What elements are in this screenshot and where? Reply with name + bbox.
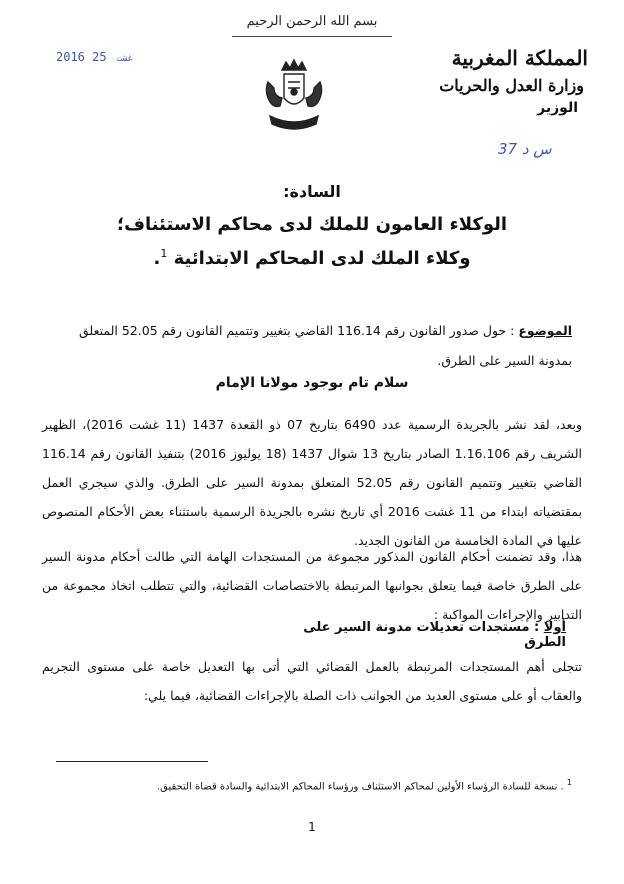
footnote (56, 776, 572, 794)
page-number: 1 (308, 820, 316, 834)
addressee-line-prosecutors (0, 247, 624, 269)
body-paragraph-1: وبعد، لقد نشر بالجريدة الرسمية عدد 6490 بتاريخ 07 ذو القعدة 1437 (11 غشت 2016)، الظهير الشريف رقم 1.16.106 الصادر بتاريخ 13 شوال 1437 (18 يوليوز 2016) بتنفيذ القانون رقم 116.14 القاضي بتغيير وتتميم القانون رقم 52.05 المتعلق بمدونة السير على الطرق. والذي سيجري العمل بمقتضياته ابتداء من 11 غشت 2016 أي تاريخ نشره بالجريدة الرسمية باستثناء بعض الأحكام المنصوص عليها في المادة الخامسة من القانون الجديد. (42, 417, 583, 548)
addressee-line-prosecutors-general: الوكلاء العامون للملك لدى محاكم الاستئناف؛ (116, 214, 508, 235)
addressee-line3-end: . (153, 248, 161, 269)
subject-label: الموضوع (518, 323, 572, 338)
body-paragraph-2: هذا، وقد تضمنت أحكام القانون المذكور مجموعة من المستجدات الهامة التي طالت أحكام مدونة السير على الطرق خاصة فيما يتعلق بجوانبها المرتبطة بالاختصاصات القضائية، والتي تتطلب اتخاذ مجموعة من التدابير والإجراءات المواكبة : (42, 549, 582, 622)
footnote-marker: 1 (160, 247, 168, 260)
footnote-number: 1 (566, 778, 572, 787)
date-stamp (56, 50, 136, 64)
royal-coat-of-arms-icon (256, 56, 332, 140)
subject-block (44, 316, 572, 376)
section-heading (300, 620, 566, 650)
section-label: أولا (543, 620, 566, 635)
greeting: سلام تام بوجود مولانا الإمام (215, 375, 409, 391)
footnote-divider (56, 761, 208, 762)
subject-text: : حول صدور القانون رقم 116.14 القاضي بتغيير وتتميم القانون رقم 52.05 المتعلق بمدونة السير على الطرق. (79, 323, 572, 368)
minister-label: الوزير (537, 100, 578, 116)
addressee-salutation: السادة: (283, 182, 341, 201)
body-paragraph-3: تتجلى أهم المستجدات المرتبطة بالعمل القضائي التي أتى بها التعديل خاصة على مستوى التجريم والعقاب أو على مستوى العديد من الجوانب ذات الصلة بالإجراءات القضائية، فيما يلي: (42, 659, 582, 703)
date-year: 2016 (56, 50, 85, 64)
addressee-line3-text: وكلاء الملك لدى المحاكم الابتدائية (173, 248, 471, 269)
basmala: بسم الله الرحمن الرحيم (246, 14, 378, 29)
date-day: 25 (92, 50, 107, 64)
kingdom-title: المملكة المغربية (451, 46, 588, 70)
handwritten-reference: س د 37 (498, 140, 552, 158)
section-title: : مستجدات تعديلات مدونة السير على الطرق (303, 620, 566, 650)
date-month: غشت (116, 54, 134, 64)
ministry-title: وزارة العدل والحريات (439, 76, 584, 95)
basmala-underline (232, 36, 392, 37)
footnote-text: . نسخة للسادة الرؤساء الأولين لمحاكم الاستئناف ورؤساء المحاكم الابتدائية والسادة قضاة التحقيق. (156, 781, 564, 793)
